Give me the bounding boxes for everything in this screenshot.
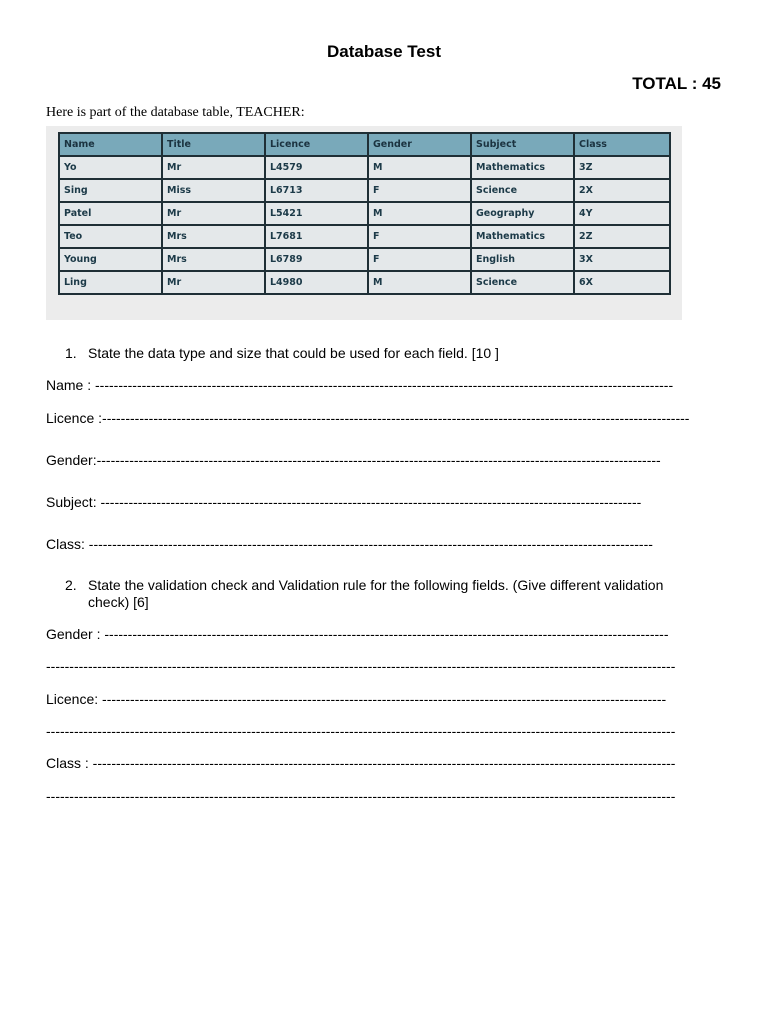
table-cell: F bbox=[368, 179, 471, 202]
intro-text: Here is part of the database table, TEACHER: bbox=[46, 105, 305, 120]
question-number: 1. bbox=[65, 345, 77, 361]
table-cell: Mrs bbox=[162, 248, 265, 271]
answer-line-blank[interactable]: --------------------------------------------------------------------------------------------------------------------------------------- bbox=[46, 658, 676, 674]
question-number: 2. bbox=[65, 577, 77, 593]
table-cell: L7681 bbox=[265, 225, 368, 248]
table-cell: 2Z bbox=[574, 225, 670, 248]
table-cell: Mathematics bbox=[471, 225, 574, 248]
column-header-gender: Gender bbox=[368, 133, 471, 156]
table-cell: 4Y bbox=[574, 202, 670, 225]
table-cell: F bbox=[368, 248, 471, 271]
page-title: Database Test bbox=[326, 42, 441, 61]
question-text: State the data type and size that could be used for each field. [10 ] bbox=[88, 345, 499, 361]
table-cell: Science bbox=[471, 179, 574, 202]
table-row bbox=[59, 156, 670, 179]
teacher-table bbox=[58, 132, 671, 295]
answer-line-licence[interactable]: Licence :------------------------------------------------------------------------------------------------------------------------------ bbox=[46, 410, 690, 426]
table-row bbox=[59, 248, 670, 271]
table-cell: L4579 bbox=[265, 156, 368, 179]
answer-line-class[interactable]: Class : ----------------------------------------------------------------------------------------------------------------------------- bbox=[46, 755, 676, 771]
table-cell: Patel bbox=[59, 202, 162, 225]
table-cell: Sing bbox=[59, 179, 162, 202]
table-cell: Miss bbox=[162, 179, 265, 202]
table-cell: English bbox=[471, 248, 574, 271]
column-header-title: Title bbox=[162, 133, 265, 156]
table-cell: Teo bbox=[59, 225, 162, 248]
table-cell: Geography bbox=[471, 202, 574, 225]
table-row bbox=[59, 202, 670, 225]
question-2 bbox=[65, 577, 725, 617]
table-cell: Mr bbox=[162, 202, 265, 225]
column-header-class: Class bbox=[574, 133, 670, 156]
answer-line-gender[interactable]: Gender : ------------------------------------------------------------------------------------------------------------------------- bbox=[46, 626, 669, 642]
table-cell: Mr bbox=[162, 156, 265, 179]
table-row bbox=[59, 225, 670, 248]
table-cell: 6X bbox=[574, 271, 670, 294]
table-cell: Mr bbox=[162, 271, 265, 294]
answer-line-blank[interactable]: --------------------------------------------------------------------------------------------------------------------------------------- bbox=[46, 788, 676, 804]
table-cell: M bbox=[368, 156, 471, 179]
column-header-licence: Licence bbox=[265, 133, 368, 156]
table-cell: Young bbox=[59, 248, 162, 271]
table-cell: L5421 bbox=[265, 202, 368, 225]
answer-line-subject[interactable]: Subject: -------------------------------------------------------------------------------------------------------------------- bbox=[46, 494, 642, 510]
teacher-table-image bbox=[46, 126, 682, 320]
table-row bbox=[59, 179, 670, 202]
answer-line-class[interactable]: Class: ------------------------------------------------------------------------------------------------------------------------- bbox=[46, 536, 653, 552]
table-cell: Mathematics bbox=[471, 156, 574, 179]
answer-line-blank[interactable]: --------------------------------------------------------------------------------------------------------------------------------------- bbox=[46, 723, 676, 739]
column-header-subject: Subject bbox=[471, 133, 574, 156]
table-cell: M bbox=[368, 202, 471, 225]
answer-line-name[interactable]: Name : ---------------------------------------------------------------------------------------------------------------------------- bbox=[46, 377, 674, 393]
table-header-row bbox=[59, 133, 670, 156]
table-cell: Ling bbox=[59, 271, 162, 294]
column-header-name: Name bbox=[59, 133, 162, 156]
answer-line-gender[interactable]: Gender:------------------------------------------------------------------------------------------------------------------------- bbox=[46, 452, 661, 468]
table-cell: F bbox=[368, 225, 471, 248]
table-cell: M bbox=[368, 271, 471, 294]
table-cell: Science bbox=[471, 271, 574, 294]
table-cell: L6713 bbox=[265, 179, 368, 202]
table-cell: 2X bbox=[574, 179, 670, 202]
total-marks: TOTAL : 45 bbox=[632, 74, 721, 93]
question-text-line-2: check) [6] bbox=[88, 594, 149, 610]
table-cell: 3Z bbox=[574, 156, 670, 179]
question-1 bbox=[65, 345, 725, 365]
table-row bbox=[59, 271, 670, 294]
question-text-line-1: State the validation check and Validation rule for the following fields. (Give different validation bbox=[88, 577, 664, 593]
answer-line-licence[interactable]: Licence: ------------------------------------------------------------------------------------------------------------------------- bbox=[46, 691, 667, 707]
table-cell: 3X bbox=[574, 248, 670, 271]
table-cell: L4980 bbox=[265, 271, 368, 294]
table-cell: Yo bbox=[59, 156, 162, 179]
table-cell: L6789 bbox=[265, 248, 368, 271]
table-cell: Mrs bbox=[162, 225, 265, 248]
